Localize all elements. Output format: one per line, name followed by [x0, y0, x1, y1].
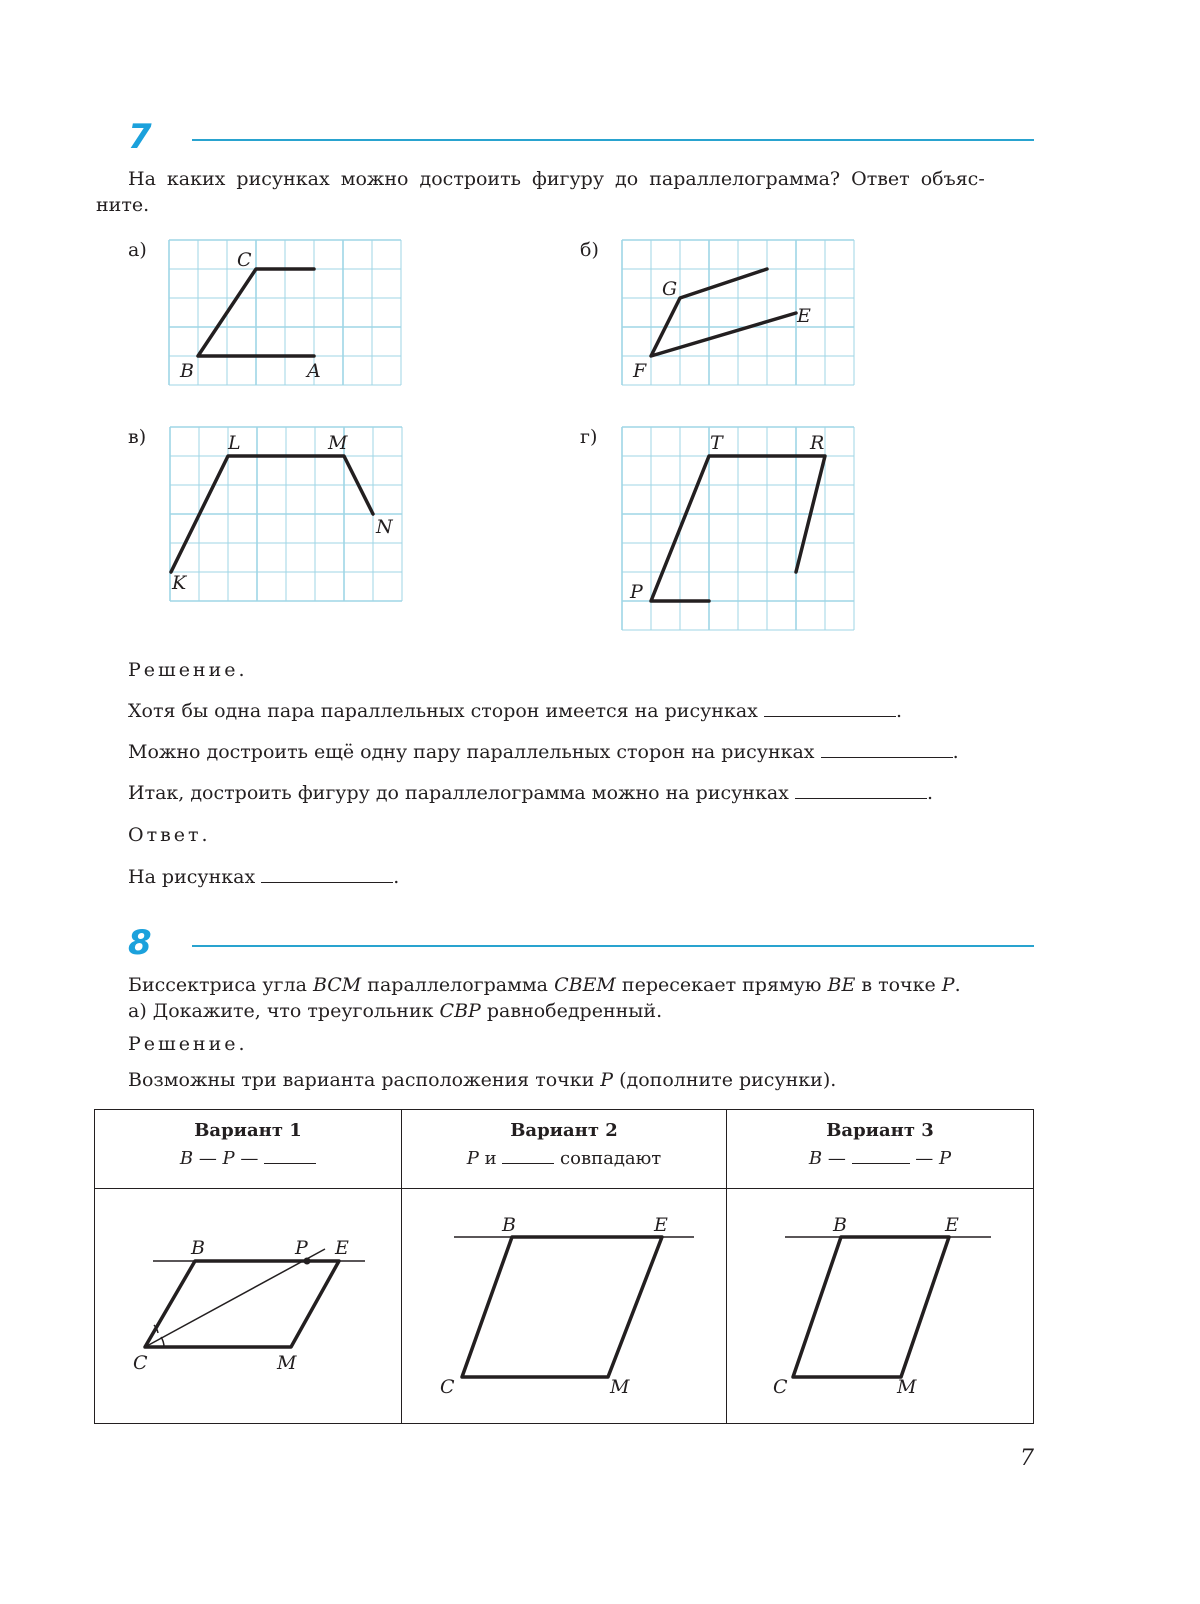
- task-7-answer-heading: Ответ.: [128, 824, 211, 846]
- task-8-question: Биссектриса угла BCM параллелограмма CBEM пересекает прямую BE в точке P.: [128, 974, 961, 996]
- variants-table: [94, 1109, 1034, 1424]
- parallelogram-CBEM: [145, 1261, 339, 1347]
- page-number: 7: [1020, 1446, 1034, 1471]
- point-label-F: F: [633, 360, 647, 382]
- v3-label-B: B: [833, 1214, 847, 1236]
- v1-label-M: M: [277, 1352, 297, 1374]
- v2-label-M: M: [610, 1376, 630, 1398]
- v3-label-M: M: [897, 1376, 917, 1398]
- point-label-A: A: [307, 360, 321, 382]
- figure-a-label: а): [128, 239, 147, 261]
- point-label-B: B: [180, 360, 194, 382]
- v2-label-C: C: [440, 1376, 455, 1398]
- v1-label-P: P: [295, 1237, 308, 1259]
- grid-figure-v: [170, 427, 402, 601]
- variant-2-blank[interactable]: [502, 1161, 554, 1164]
- variant-3-header: Вариант 3 B — — P: [727, 1110, 1034, 1189]
- figure-v-label: в): [128, 426, 147, 448]
- task-7-solution-line3: Итак, достроить фигуру до параллелограмма можно на рисунках .: [128, 782, 933, 804]
- task-8-subquestion-a: а) Докажите, что треугольник CBP равнобедренный.: [128, 1000, 663, 1022]
- v3-label-E: E: [945, 1214, 959, 1236]
- v1-label-B: B: [191, 1237, 205, 1259]
- task-7-answer-line: На рисунках .: [128, 866, 400, 888]
- parallelogram-CBEM: [462, 1237, 662, 1377]
- v3-label-C: C: [773, 1376, 788, 1398]
- task-7-figures: [0, 0, 1200, 660]
- variant-3-figure-cell: [727, 1189, 1034, 1424]
- point-label-C: C: [237, 249, 252, 271]
- variant-2-header: Вариант 2 P и совпадают: [402, 1110, 727, 1189]
- variant-3-figure: [727, 1189, 1035, 1423]
- task-7-solution-line1: Хотя бы одна пара параллельных сторон имеется на рисунках .: [128, 700, 902, 722]
- answer-blank-final[interactable]: [261, 878, 393, 883]
- task-8-rule: [192, 945, 1034, 947]
- figure-b-label: б): [580, 239, 599, 261]
- grid-figure-a: [169, 240, 401, 385]
- v1-label-C: C: [133, 1352, 148, 1374]
- variant-1-blank[interactable]: [264, 1161, 316, 1164]
- task-7-number: 7: [128, 117, 152, 157]
- point-label-M: M: [328, 432, 348, 454]
- variant-1-header: Вариант 1 B — P —: [95, 1110, 402, 1189]
- point-label-T: T: [710, 432, 723, 454]
- answer-blank-2[interactable]: [821, 753, 953, 758]
- point-label-P: P: [630, 581, 643, 603]
- task-7-solution-line2: Можно достроить ещё одну пару параллельных сторон на рисунках .: [128, 741, 959, 763]
- v2-label-B: B: [502, 1214, 516, 1236]
- task-8-number: 8: [128, 923, 152, 963]
- variant-2-figure: [402, 1189, 726, 1423]
- point-label-E: E: [797, 305, 811, 327]
- parallelogram-CBEM: [793, 1237, 949, 1377]
- point-label-N: N: [376, 516, 393, 538]
- point-label-R: R: [810, 432, 825, 454]
- answer-blank-1[interactable]: [764, 712, 896, 717]
- v2-label-E: E: [654, 1214, 668, 1236]
- v1-label-E: E: [335, 1237, 349, 1259]
- figure-g-label: г): [580, 426, 598, 448]
- task-7-question-line2: ните.: [96, 194, 150, 216]
- point-label-G: G: [662, 278, 678, 300]
- variant-3-blank[interactable]: [852, 1161, 910, 1164]
- variant-1-figure-cell: [95, 1189, 402, 1424]
- task-8-variants-intro: Возможны три варианта расположения точки P (дополните рисунки).: [128, 1069, 837, 1091]
- task-7-solution-heading: Решение.: [128, 659, 248, 681]
- task-7-question-line1: На каких рисунках можно достроить фигуру до параллелограмма? Ответ объяс-: [128, 168, 985, 190]
- grid-figure-b: [622, 240, 854, 385]
- answer-blank-3[interactable]: [795, 794, 927, 799]
- point-label-L: L: [228, 432, 241, 454]
- variant-2-figure-cell: [402, 1189, 727, 1424]
- task-8-solution-heading: Решение.: [128, 1033, 248, 1055]
- variant-1-figure: [95, 1189, 401, 1423]
- point-label-K: K: [172, 572, 187, 594]
